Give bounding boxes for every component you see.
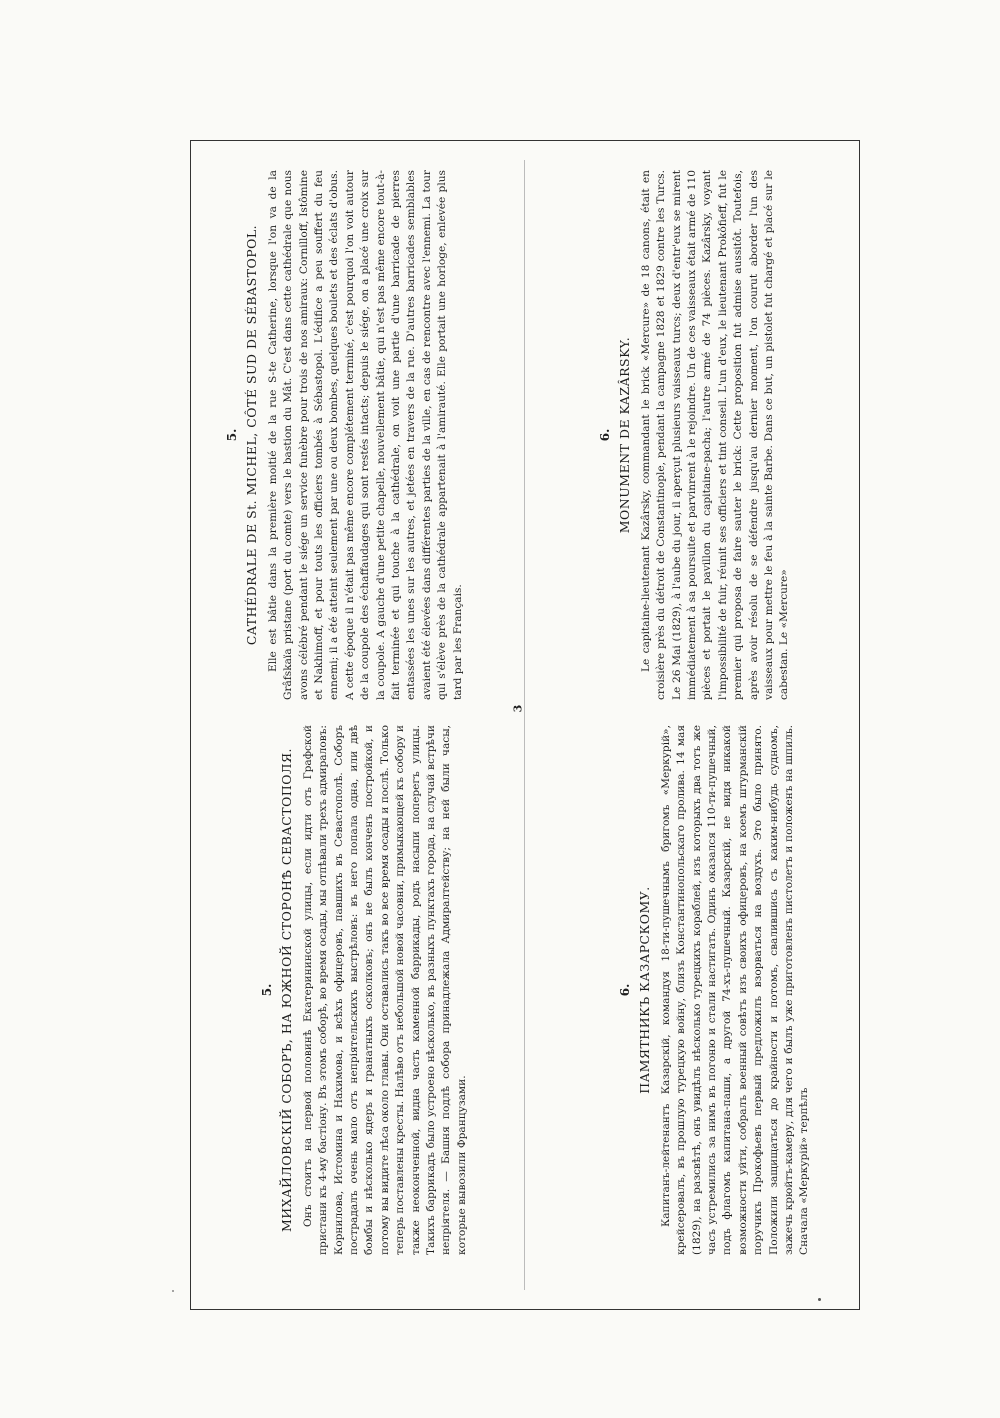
section-title: ПАМЯТНИКЪ КАЗАРСКОМУ. (637, 886, 653, 1094)
section-number: 6. (618, 983, 632, 997)
french-section-5 (225, 170, 466, 700)
section-text: Elle est bâtie dans la première moitié de la rue S-te Catherine, lorsque l'on va de la Grâfskaïa pristane (port du comte) vers le bastion du Mât. C'est dans cette cathédrale que nous avons célébré pendant le siége un service funèbre pour trois de nos amiraux: Cornilloff, Istômine et Nakhimoff, et pour touts les officiers tombés à Sébastopol. L'édifice a peu souffert du feu ennemi; il a été atteint seulement par une ou deux bombes, quelques boulets et des éclats d'obus. A cette époque il n'était pas même encore complétement terminé, c'est pourquoi l'on voit autour de la coupole des échaffaudages qui sont restés intacts; depuis le siége, on a placé une croix sur la coupole. A gauche d'une petite chapelle, nouvellement bâtie, qui n'est pas même encore tout-à-fait terminée et qui touche à la cathédrale, on voit une partie d'une barricade de pierres entassées les unes sur les autres, et jetées en travers de la rue. D'autres barricades semblables avaient été élevées dans différentes parties de la ville, en cas de rencontre avec l'ennemi. La tour qui s'élève près de la cathédrale appartenait à l'amirauté. Elle portait une horloge, enlevée plus tard par les Français. (266, 170, 464, 700)
section-text: Онъ стоитъ на первой половинѣ Екатерининской улицы, если идти отъ Графской пристани къ 4-му бастіону. Въ этомъ соборѣ, во время осады, мы отпѣвали трехъ адмираловъ: Корнилова, Истомина и Нахимова, и всѣхъ офицеровъ, павшихъ въ Севастополѣ. Соборъ пострадалъ очень мало отъ непріятельскихъ выстрѣловъ: въ него попала одна, или двѣ бомбы и нѣсколько ядеръ и гранатныхъ осколковъ; онъ не былъ конченъ постройкой, и потому вы видите лѣса около главы. Они оставались такъ во все время осады и послѣ. Только теперь поставлены кресты. Налѣво отъ небольшой новой часовни, примыкающей къ собору и также неоконченной, видна часть каменной баррикады, родъ насыпи поперегъ улицы. Такихъ баррикадъ было устроено нѣсколько, въ разныхъ пунктахъ города, на случай встрѣчи непріятеля. — Башня подлѣ собора принадлежала Адмиралтейству; на ней были часы, которые вывозили Французами. (301, 725, 468, 1255)
page-number: 3 (511, 704, 525, 713)
section-title: МИХАЙЛОВСКІЙ СОБОРЪ, НА ЮЖНОЙ СТОРОНѢ СЕВАСТОПОЛЯ. (279, 747, 295, 1233)
section-text: Le capitaine-lieutenant Kazârsky, commandant le brick «Mercure» de 18 canons, était en croisière près du détroit de Constantinople, pendant la campagne 1828 et 1829 contre les Turcs. Le 26 Mai (1829), à l'aube du jour, il aperçut plusieurs vaisseaux turcs; deux d'entr'eux se mirent immédiatement à sa poursuite et parvinrent à le rejoindre. Un de ces vaisseaux était armé de 110 pièces et portait le pavillon du capitaine-pacha; l'autre armé de 74 pièces. Kazârsky, voyant l'impossibilité de fuir, réunit ses officiers et tint conseil. L'un d'eux, le lieutenant Prokôfieff, fut le premier qui proposa de faire sauter le brick: Cette proposition fut admise aussitôt. Toutefois, après avoir résolu de se défendre jusqu'au dernier moment, l'on courut aborder l'un des vaisseaux pour mettre le feu à la sainte Barbe. Dans ce but, un pistolet fut chargé et placé sur le cabestan. Le «Mercure» (639, 170, 791, 700)
scan-speck (818, 1298, 821, 1301)
column-divider (524, 160, 525, 1290)
scan-speck (172, 1290, 174, 1292)
french-section-6 (598, 170, 793, 700)
section-title: MONUMENT DE KAZÂRSKY. (617, 336, 633, 534)
section-text: Капитанъ-лейтенантъ Казарскій, командуя 18-ти-пушечнымъ бригомъ «Меркурій», крейсеровалъ, въ прошлую турецкую войну, близъ Константинопольскаго пролива. 14 мая (1829), на разсвѣтѣ, онъ увидѣлъ нѣсколько турецкихъ кораблей, изъ которыхъ два тотъ же часъ устремились за нимъ въ погоню и стали настигать. Одинъ оказался 110-ти-пушечный, подъ флагомъ капитана-паши, а другой 74-хъ-пушечный. Казарскій, не видя никакой возможности уйти, собралъ военный совѣтъ изъ своихъ офицеровъ, на коемъ штурманскій поручикъ Прокофьевъ первый предложилъ взорваться на воздухъ. Это было принято. Положили защищаться до крайности и потомъ, свалившись съ каким-нибудь судномъ, зажечь крюйтъ-камеру, для чего и былъ уже приготовленъ пистолетъ и положенъ на шпиль. Сначала «Меркурій» терпѣлъ (659, 725, 811, 1255)
russian-section-5 (260, 725, 470, 1255)
section-number: 6. (598, 428, 612, 442)
section-number: 5. (260, 983, 274, 997)
section-number: 5. (225, 428, 239, 442)
section-title: CATHÉDRALE DE St. MICHEL, CÔTÉ SUD DE SÉBASTOPOL. (244, 224, 260, 646)
russian-section-6 (618, 725, 813, 1255)
